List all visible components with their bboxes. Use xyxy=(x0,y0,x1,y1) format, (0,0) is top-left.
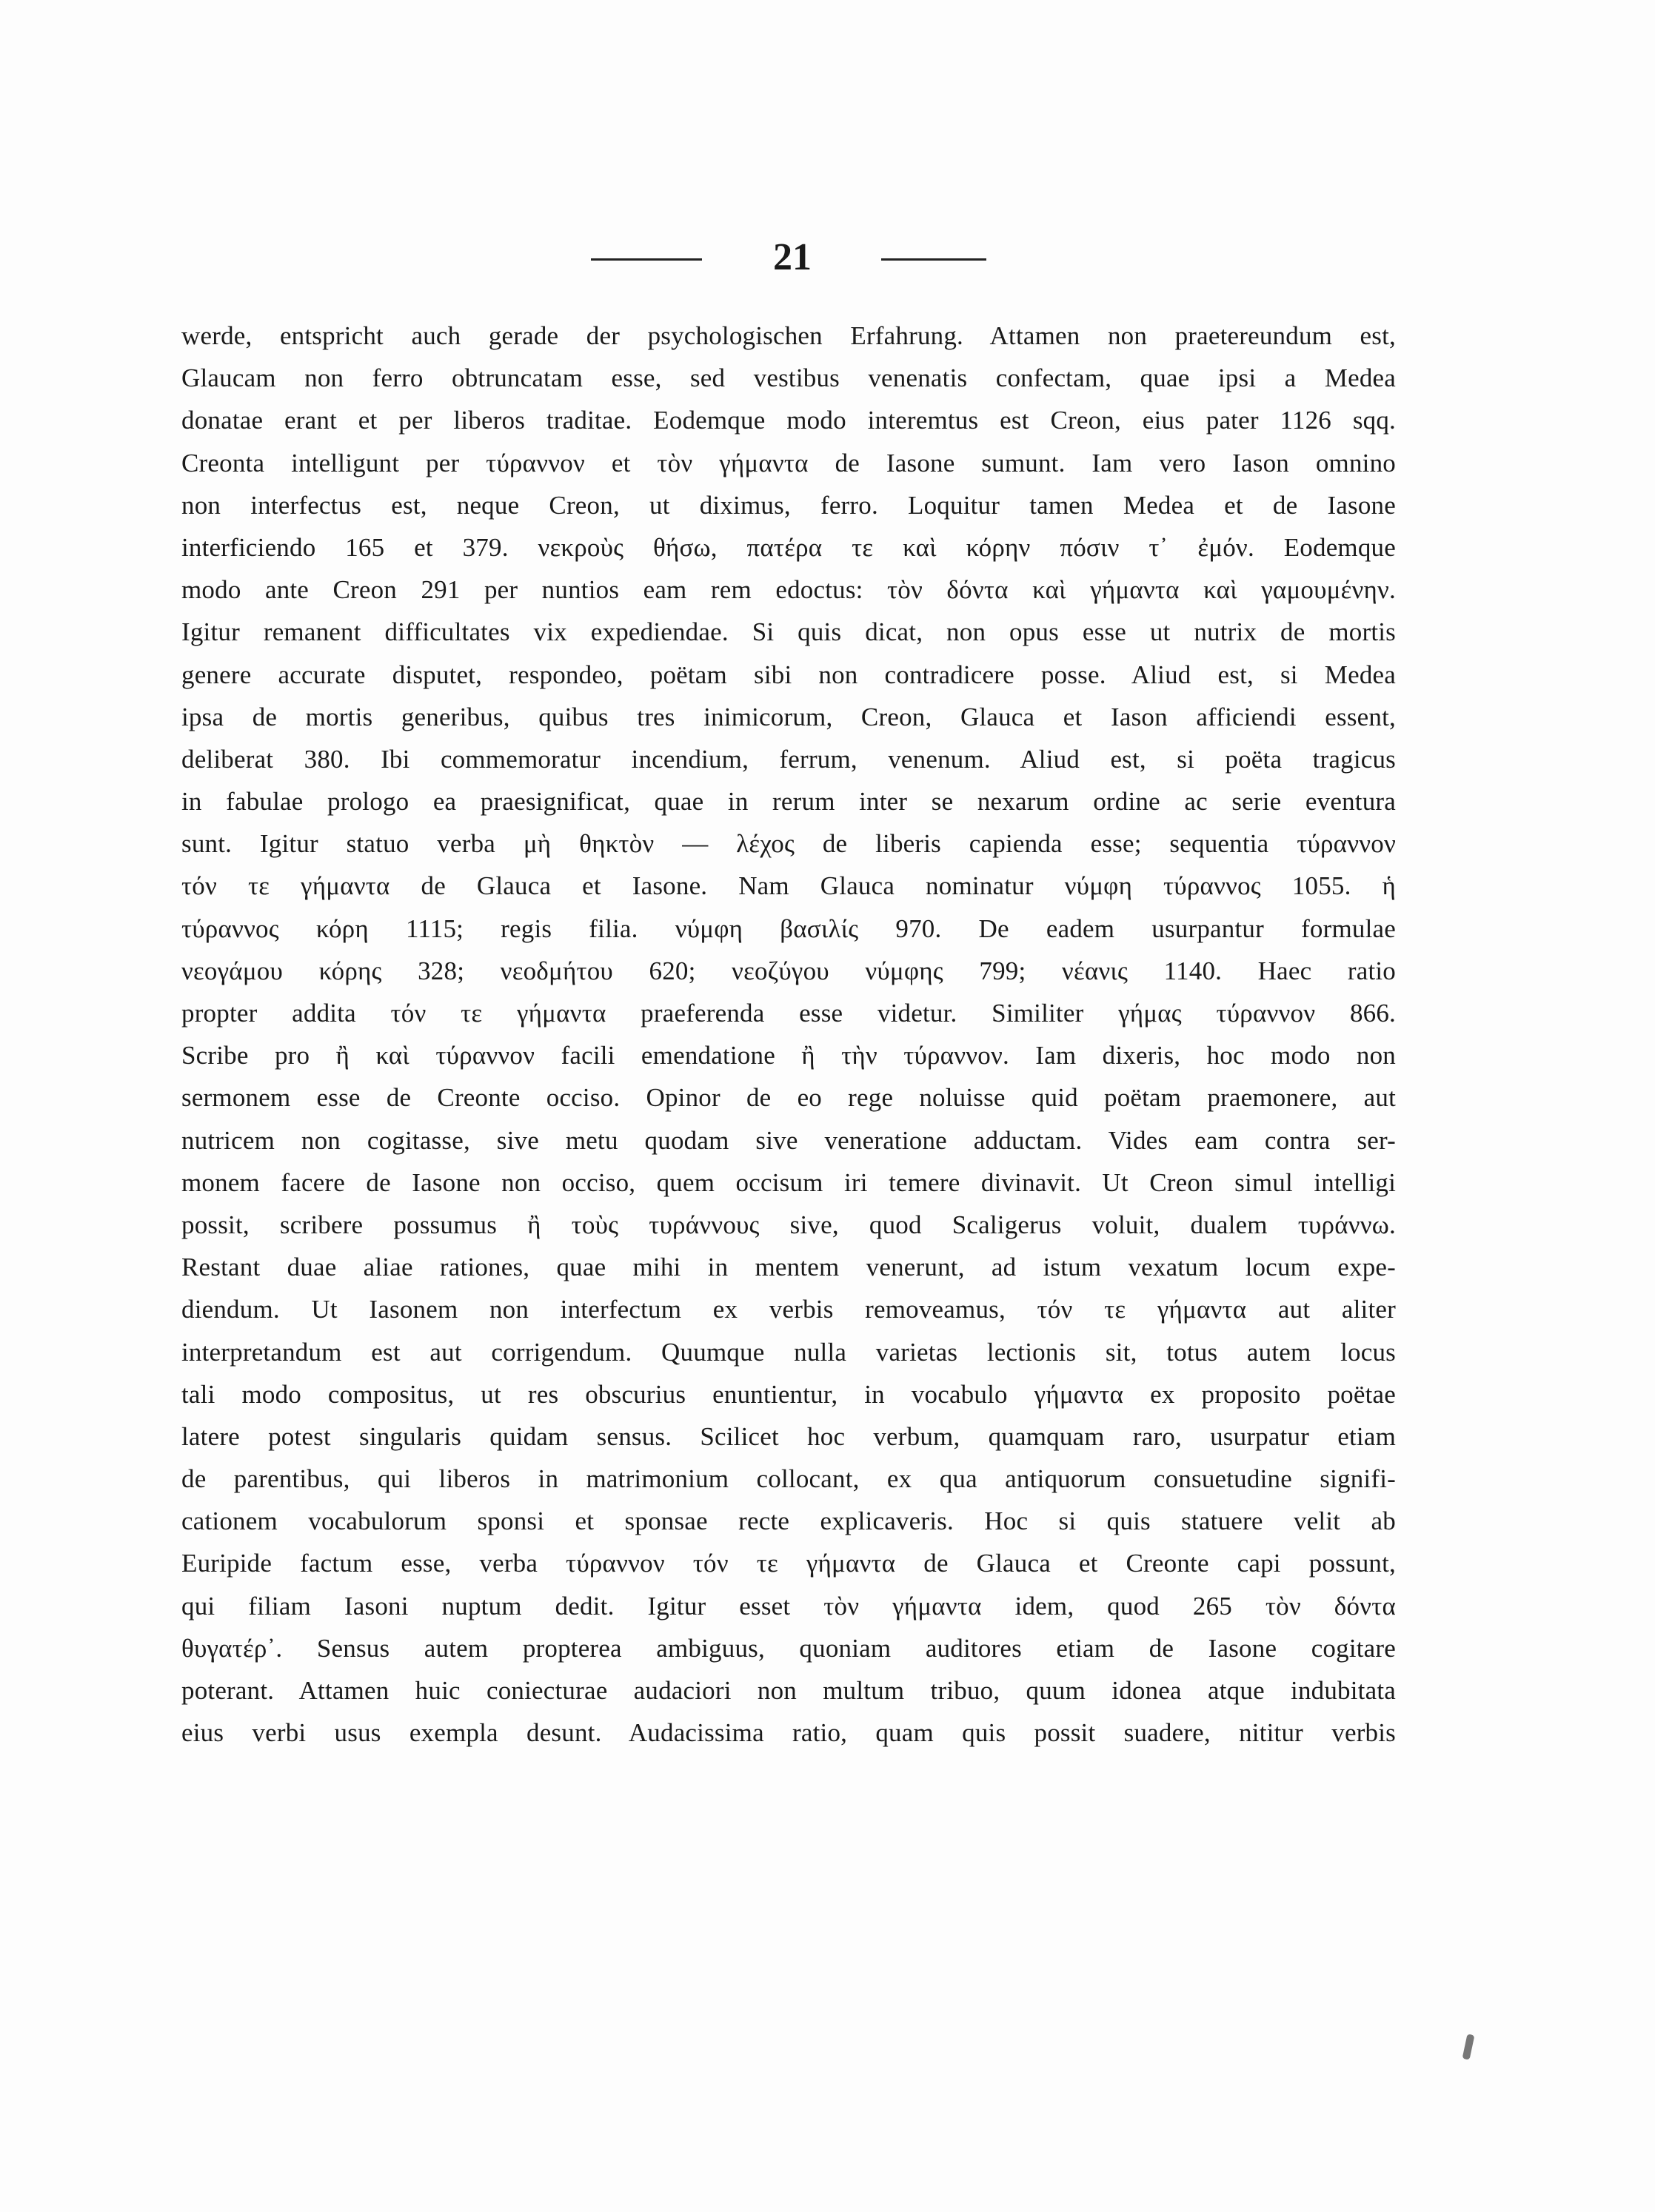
text-line: νεογάμου κόρης 328; νεοδμήτου 620; νεοζύγου νύμφης 799; νέανις 1140. Haec ratio xyxy=(181,956,1396,985)
text-line: interficiendo 165 et 379. νεκροὺς θήσω, πατέρα τε καὶ κόρην πόσιν τ᾽ ἐμόν. Eodemque xyxy=(181,532,1396,562)
header-rule-left xyxy=(591,258,702,261)
text-line: werde, entspricht auch gerade der psychologischen Erfahrung. Attamen non praetereundum est, xyxy=(181,321,1396,350)
text-line: propter addita τόν τε γήμαντα praeferenda esse videtur. Similiter γήμας τύραννον 866. xyxy=(181,999,1396,1028)
text-line: nutricem non cogitasse, sive metu quodam sive veneratione adductam. Vides eam contra ser- xyxy=(181,1125,1396,1155)
text-line: modo ante Creon 291 per nuntios eam rem edoctus: τὸν δόντα καὶ γήμαντα καὶ γαμουμένην. xyxy=(181,575,1396,605)
margin-ink-mark xyxy=(1462,2034,1475,2059)
text-line: donatae erant et per liberos traditae. Eodemque modo interemtus est Creon, eius pater 1126 sqq. xyxy=(181,406,1396,435)
body-text xyxy=(181,315,1396,1754)
page-header xyxy=(0,235,1655,280)
text-line: Euripide factum esse, verba τύραννον τόν τε γήμαντα de Glauca et Creonte capi possunt, xyxy=(181,1549,1396,1578)
text-line: θυγατέρ᾽. Sensus autem propterea ambiguus, quoniam auditores etiam de Iasone cogitare xyxy=(181,1633,1396,1663)
text-line: deliberat 380. Ibi commemoratur incendium, ferrum, venenum. Aliud est, si poëta tragicus xyxy=(181,744,1396,774)
text-line: sermonem esse de Creonte occiso. Opinor de eo rege noluisse quid poëtam praemonere, aut xyxy=(181,1083,1396,1113)
header-rule-right xyxy=(881,258,986,261)
text-line: interpretandum est aut corrigendum. Quumque nulla varietas lectionis sit, totus autem locus xyxy=(181,1337,1396,1367)
text-line: τύραννος κόρη 1115; regis filia. νύμφη βασιλίς 970. De eadem usurpantur formulae xyxy=(181,914,1396,943)
text-line: genere accurate disputet, respondeo, poëtam sibi non contradicere posse. Aliud est, si Medea xyxy=(181,660,1396,689)
text-line: diendum. Ut Iasonem non interfectum ex verbis removeamus, τόν τε γήμαντα aut aliter xyxy=(181,1295,1396,1324)
text-line: sunt. Igitur statuo verba μὴ θηκτὸν — λέχος de liberis capienda esse; sequentia τύραννον xyxy=(181,829,1396,859)
text-line: poterant. Attamen huic coniecturae audaciori non multum tribuo, quum idonea atque indubitata xyxy=(181,1676,1396,1705)
text-line: non interfectus est, neque Creon, ut diximus, ferro. Loquitur tamen Medea et de Iasone xyxy=(181,490,1396,520)
text-line: Scribe pro ἢ καὶ τύραννον facili emendatione ἢ τὴν τύραννον. Iam dixeris, hoc modo non xyxy=(181,1041,1396,1070)
text-line: Creonta intelligunt per τύραννον et τὸν γήμαντα de Iasone sumunt. Iam vero Iason omnino xyxy=(181,448,1396,477)
text-line: monem facere de Iasone non occiso, quem occisum iri temere divinavit. Ut Creon simul intelligi xyxy=(181,1167,1396,1197)
text-line: eius verbi usus exempla desunt. Audacissima ratio, quam quis possit suadere, nititur verbis xyxy=(181,1718,1396,1748)
text-line: qui filiam Iasoni nuptum dedit. Igitur esset τὸν γήμαντα idem, quod 265 τὸν δόντα xyxy=(181,1591,1396,1621)
text-line: ipsa de mortis generibus, quibus tres inimicorum, Creon, Glauca et Iason afficiendi essent, xyxy=(181,702,1396,731)
text-line: possit, scribere possumus ἢ τοὺς τυράννους sive, quod Scaligerus voluit, dualem τυράννω. xyxy=(181,1210,1396,1239)
text-line: Glaucam non ferro obtruncatam esse, sed vestibus venenatis confectam, quae ipsi a Medea xyxy=(181,363,1396,393)
text-line: latere potest singularis quidam sensus. Scilicet hoc verbum, quamquam raro, usurpatur etiam xyxy=(181,1421,1396,1451)
page-number: 21 xyxy=(773,236,812,278)
text-line: τόν τε γήμαντα de Glauca et Iasone. Nam Glauca nominatur νύμφη τύραννος 1055. ἡ xyxy=(181,871,1396,901)
text-line: Restant duae aliae rationes, quae mihi in mentem venerunt, ad istum vexatum locum expe- xyxy=(181,1253,1396,1282)
text-line: in fabulae prologo ea praesignificat, quae in rerum inter se nexarum ordine ac serie eventura xyxy=(181,787,1396,817)
text-line: cationem vocabulorum sponsi et sponsae recte explicaveris. Hoc si quis statuere velit ab xyxy=(181,1506,1396,1536)
text-line: tali modo compositus, ut res obscurius enuntientur, in vocabulo γήμαντα ex proposito poëtae xyxy=(181,1379,1396,1409)
text-line: Igitur remanent difficultates vix expediendae. Si quis dicat, non opus esse ut nutrix de mortis xyxy=(181,617,1396,647)
text-line: de parentibus, qui liberos in matrimonium collocant, ex qua antiquorum consuetudine signifi- xyxy=(181,1464,1396,1494)
